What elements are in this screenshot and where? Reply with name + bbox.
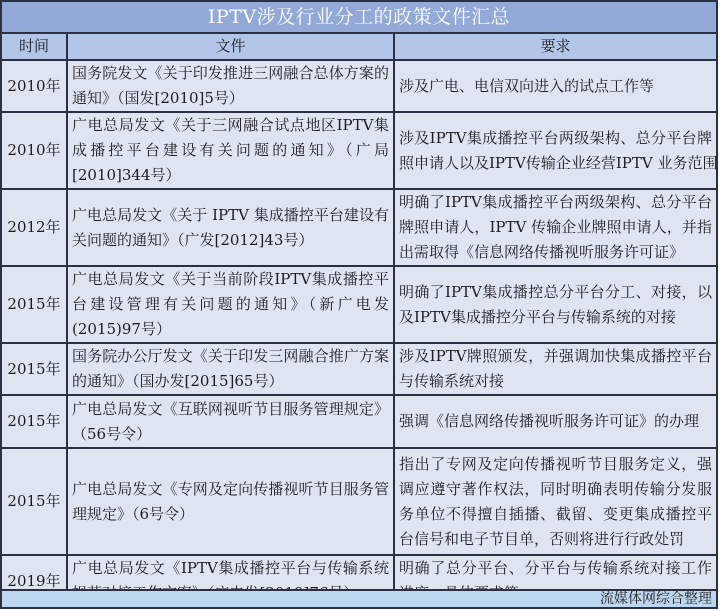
- cell-text-line: [2010]344号）: [72, 166, 181, 184]
- year-cell: 2015年: [2, 266, 67, 343]
- cell-text-line: 广电总局发文《关于三网融合试点地区IPTV集: [72, 116, 389, 134]
- year-cell: 2010年: [2, 112, 67, 189]
- cell-text-line: 台信号和电子节目单，否则将进行行政处罚: [399, 529, 685, 548]
- document-cell: [67, 189, 394, 266]
- table-row: [2, 60, 716, 112]
- policy-table: [2, 34, 716, 608]
- requirement-cell: [394, 266, 716, 343]
- cell-text-line: （56号令）: [72, 424, 152, 443]
- requirement-cell: [394, 112, 716, 189]
- year-cell: 2012年: [2, 189, 67, 266]
- cell-text-line: 照申请人以及IPTV传输企业经营IPTV 业务范围: [399, 153, 718, 172]
- requirement-cell: [394, 395, 716, 448]
- cell-text-line: 务单位不得擅自插播、截留、变更集成播控平: [399, 504, 712, 523]
- table-row: [2, 189, 716, 266]
- cell-text-line: 通知》（国发[2010]5号）: [72, 89, 244, 107]
- requirement-cell: [394, 189, 716, 266]
- cell-text-line: 明确了IPTV集成播控平台两级架构、总分平台: [399, 193, 712, 211]
- cell-text-line: 关问题的通知》（广发[2012]43号）: [72, 230, 314, 249]
- cell-text-line: 出需取得《信息网络传播视听服务许可证》: [399, 243, 685, 261]
- table-row: [2, 112, 716, 189]
- header-time: 时间: [2, 34, 67, 60]
- header-document: 文件: [67, 34, 394, 60]
- cell-text-line: 涉及IPTV牌照颁发，并强调加快集成播控平台: [399, 347, 712, 365]
- cell-text-line: 明确了IPTV集成播控总分平台分工、对接，以: [399, 282, 712, 301]
- cell-text-line: 台建设管理有关问题的通知》（新广电发: [72, 295, 389, 313]
- cell-text-line: 指出了专网及定向传播视听节目服务定义，强: [399, 454, 712, 473]
- cell-text-line: 广电总局发文《关于当前阶段IPTV集成播控平: [72, 270, 389, 288]
- year-cell: 2019年: [2, 555, 67, 607]
- table-title: IPTV涉及行业分工的政策文件汇总: [2, 2, 716, 34]
- header-row: [2, 34, 716, 60]
- year-cell: 2015年: [2, 448, 67, 555]
- cell-text-line: 广电总局发文《互联网视听节目服务管理规定》: [72, 399, 389, 418]
- document-cell: [67, 448, 394, 555]
- header-requirement: 要求: [394, 34, 716, 60]
- document-cell: [67, 266, 394, 343]
- cell-text-line: 及IPTV集成播控分平台与传输系统的对接: [399, 307, 676, 326]
- source-footer: 流媒体网综合整理: [2, 589, 716, 607]
- requirement-cell: [394, 60, 716, 112]
- cell-text-line: 国务院发文《关于印发推进三网融合总体方案的: [72, 64, 389, 82]
- year-cell: 2015年: [2, 395, 67, 448]
- cell-text-line: 涉及IPTV集成播控平台两级架构、总分平台牌: [399, 128, 712, 147]
- table-row: [2, 343, 716, 395]
- cell-text-line: 广电总局发文《IPTV集成播控平台与传输系统: [72, 559, 389, 577]
- year-cell: 2015年: [2, 343, 67, 395]
- cell-text-line: 国务院办公厅发文《关于印发三网融合推广方案: [72, 347, 389, 365]
- table-row: [2, 395, 716, 448]
- document-cell: [67, 60, 394, 112]
- cell-text-line: 牌照申请人，IPTV 传输企业牌照申请人，并指: [399, 218, 712, 236]
- cell-text-line: 与传输系统对接: [399, 372, 505, 390]
- cell-text-line: 成播控平台建设有关问题的通知》（广局: [72, 141, 389, 159]
- cell-text-line: 理规定》（6号令）: [72, 504, 195, 523]
- cell-text-line: 调应遵守著作权法，同时明确表明传输分发服: [399, 479, 712, 498]
- cell-text-line: 明确了总分平台、分平台与传输系统对接工作: [399, 559, 712, 577]
- requirement-cell: [394, 448, 716, 555]
- cell-text-line: (2015)97号）: [72, 320, 171, 338]
- requirement-cell: [394, 343, 716, 395]
- document-cell: [67, 395, 394, 448]
- cell-text-line: 广电总局发文《关于 IPTV 集成播控平台建设有: [72, 205, 389, 224]
- table-row: [2, 448, 716, 555]
- cell-text-line: 的通知》（国办发[2015]65号）: [72, 372, 284, 390]
- year-cell: 2010年: [2, 60, 67, 112]
- cell-text-line: 涉及广电、电信双向进入的试点工作等: [399, 76, 655, 95]
- document-cell: [67, 343, 394, 395]
- cell-text-line: 广电总局发文《专网及定向传播视听节目服务管: [72, 479, 389, 498]
- document-cell: [67, 112, 394, 189]
- cell-text-line: 强调《信息网络传播视听服务许可证》的办理: [399, 412, 700, 430]
- table-row: [2, 266, 716, 343]
